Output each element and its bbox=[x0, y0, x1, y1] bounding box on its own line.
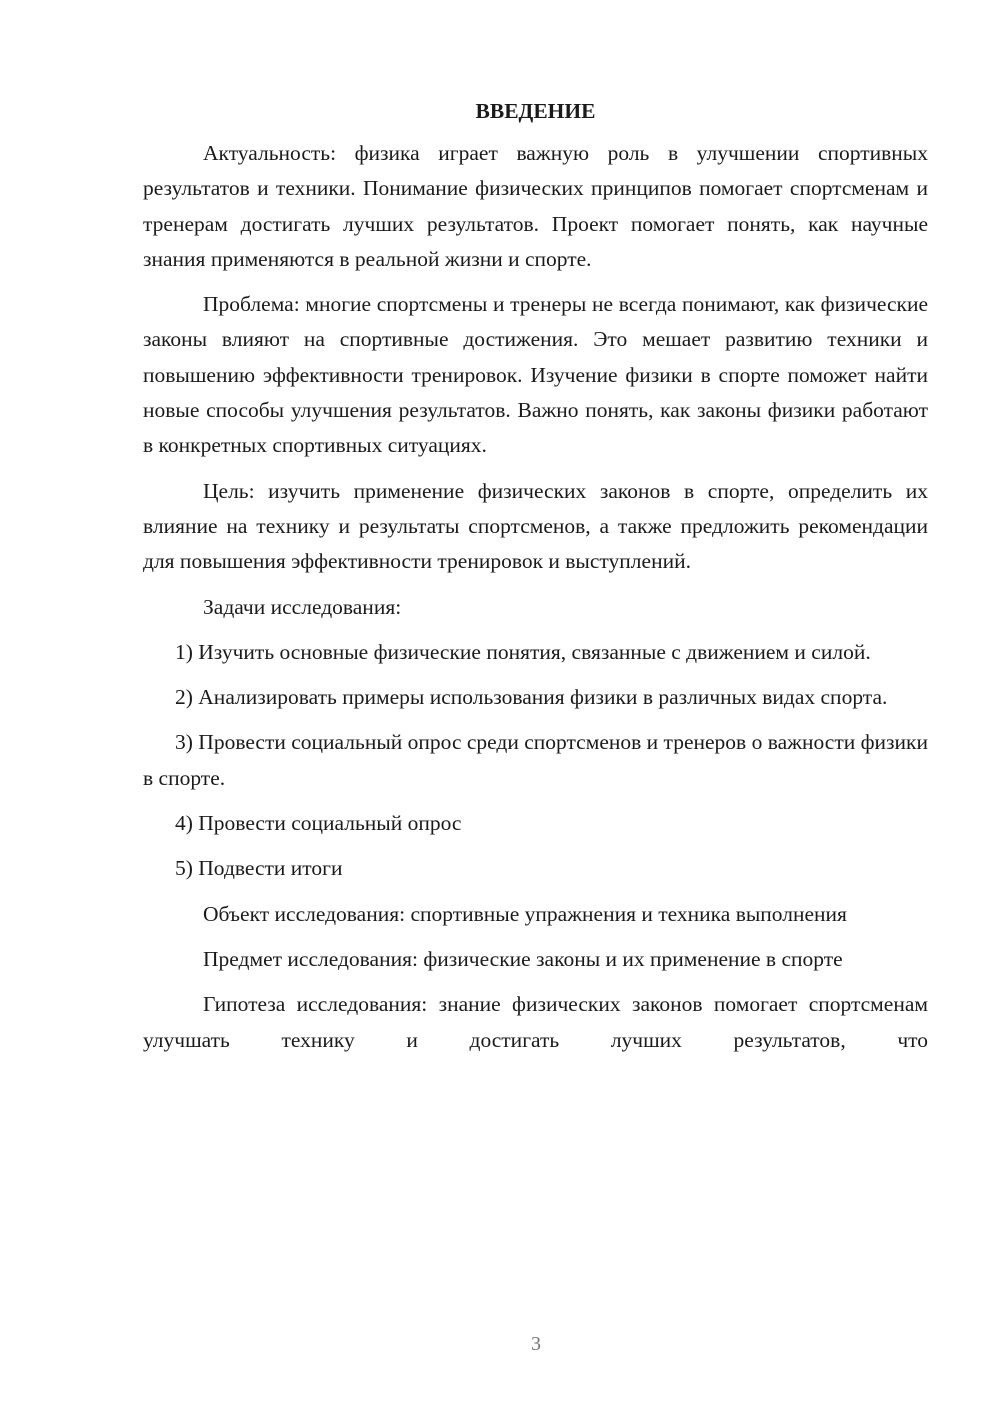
task-item: 2) Анализировать примеры использования физики в различных видах спорта. bbox=[175, 685, 888, 710]
page-number: 3 bbox=[531, 1333, 541, 1355]
hypothesis-paragraph: Гипотеза исследования: знание физических законов помогает спортсменам улучшать технику и достигать лучших результатов, что bbox=[143, 992, 928, 1052]
relevance-paragraph: Актуальность: физика играет важную роль в улучшении спортивных результатов и техники. Понимание физических принципов помогает спортсменам и тренерам достигать лучших результатов. Проект помогает понять, как научные знания применяются в реальной жизни и спорте. bbox=[143, 141, 928, 271]
task-item: 5) Подвести итоги bbox=[175, 856, 343, 881]
problem-paragraph: Проблема: многие спортсмены и тренеры не всегда понимают, как физические законы влияют на спортивные достижения. Это мешает развитию техники и повышению эффективности тренировок. Изучение физики в спорте поможет найти новые способы улучшения результатов. Важно понять, как законы физики работают в конкретных спортивных ситуациях. bbox=[143, 292, 928, 458]
tasks-title: Задачи исследования: bbox=[203, 594, 402, 619]
object-paragraph: Объект исследования: спортивные упражнения и техника выполнения bbox=[203, 901, 847, 926]
task-item: 3) Провести социальный опрос среди спортсменов и тренеров о важности физики в спорте. bbox=[143, 730, 928, 790]
goal-paragraph: Цель: изучить применение физических законов в спорте, определить их влияние на технику и результаты спортсменов, а также предложить рекомендации для повышения эффективности тренировок и выступлений. bbox=[143, 478, 928, 574]
subject-paragraph: Предмет исследования: физические законы и их применение в спорте bbox=[203, 946, 843, 971]
page-title: ВВЕДЕНИЕ bbox=[475, 99, 596, 123]
page-content bbox=[143, 94, 928, 1058]
task-item: 1) Изучить основные физические понятия, связанные с движением и силой. bbox=[175, 639, 871, 664]
task-item: 4) Провести социальный опрос bbox=[175, 811, 462, 836]
